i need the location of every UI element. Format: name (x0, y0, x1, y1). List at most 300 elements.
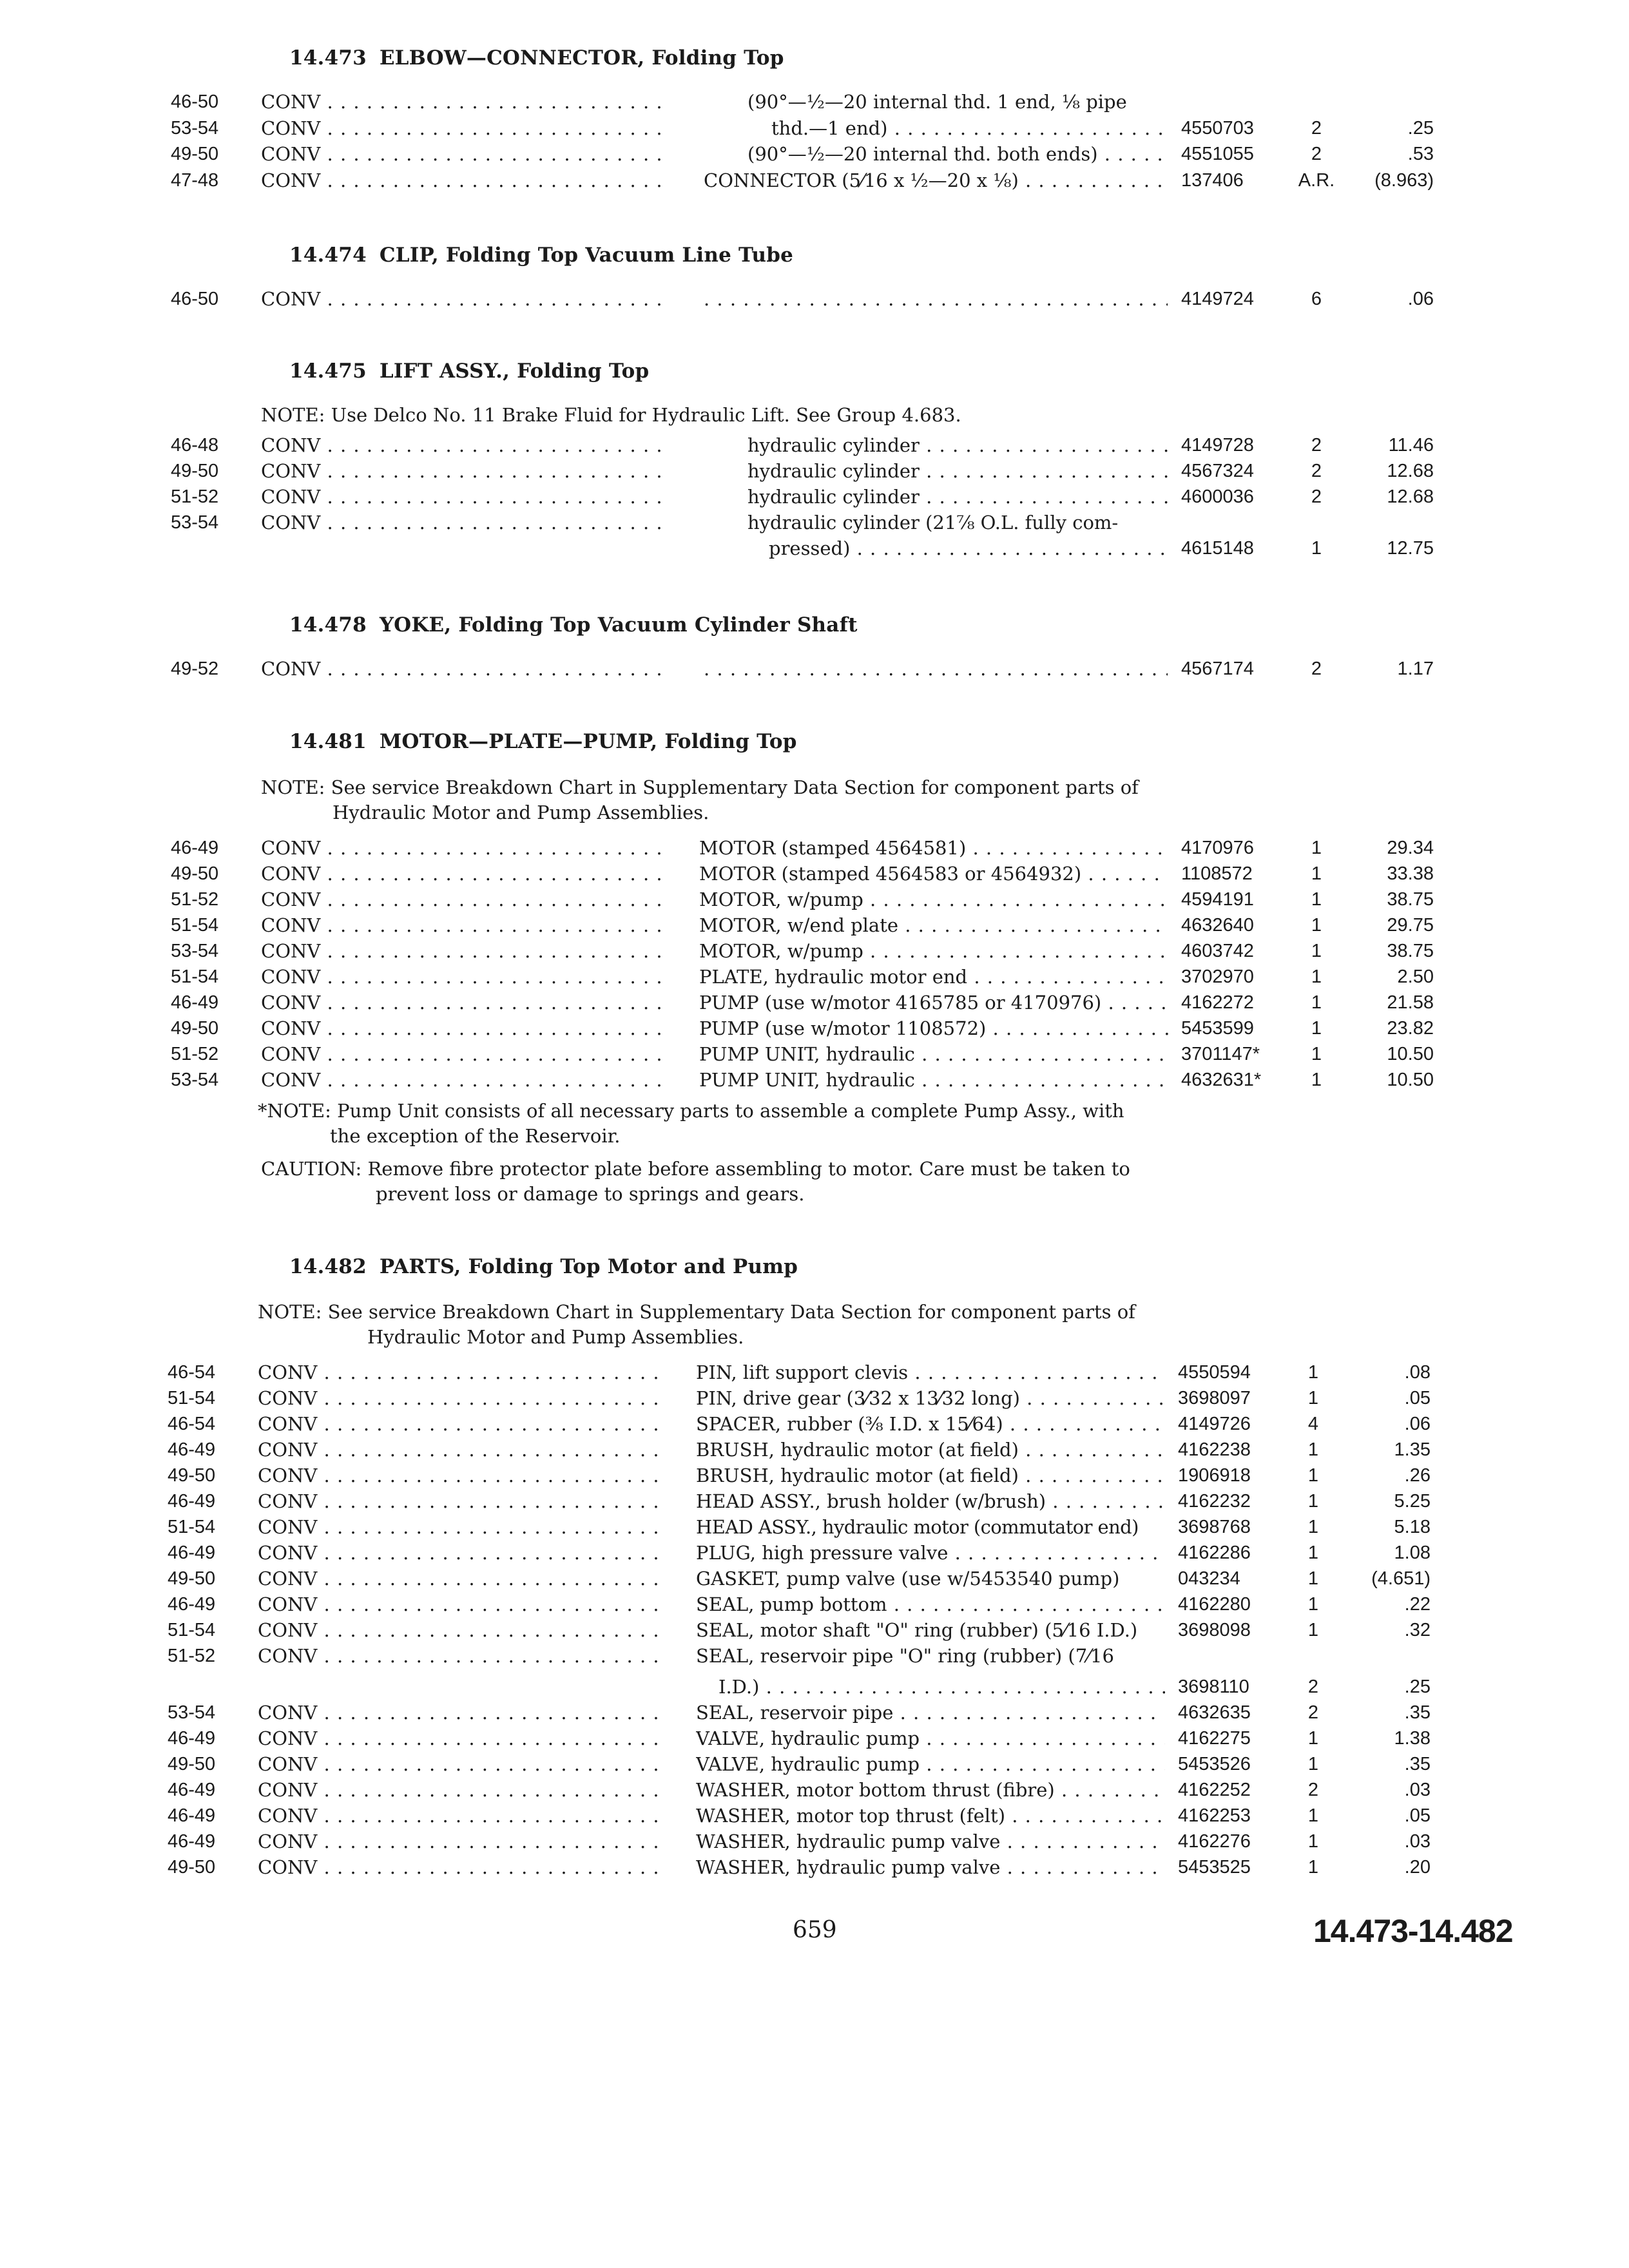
model-cell: CONV . . . (258, 1387, 668, 1410)
quantity-cell: 1 (1307, 1362, 1319, 1383)
table-row (0, 485, 1629, 511)
table-row (0, 90, 1629, 116)
quantity-cell: 1 (1307, 1620, 1319, 1640)
quantity-cell: 1 (1307, 1857, 1319, 1878)
years-cell: 49-50 (171, 461, 219, 481)
page-number: 659 (793, 1917, 837, 1943)
note-line: Hydraulic Motor and Pump Assemblies. (367, 1326, 744, 1348)
section-heading: YOKE, Folding Top Vacuum Cylinder Shaft (379, 613, 858, 637)
part-number-cell: 4162252 (1178, 1780, 1251, 1800)
model-cell: CONV . . . (258, 1567, 668, 1590)
table-row (0, 1043, 1629, 1068)
section-title-14-475 (289, 360, 649, 383)
model-cell: CONV . . . (258, 1804, 668, 1827)
part-number-cell: 4162280 (1178, 1594, 1251, 1615)
price-cell: .06 (1407, 289, 1434, 309)
table-row (0, 1464, 1626, 1490)
model-cell: CONV . . . (258, 1830, 668, 1853)
description-cell: hydraulic cylinder . . . (747, 485, 1168, 508)
part-number-cell: 5453526 (1178, 1754, 1251, 1774)
part-number-cell: 3698098 (1178, 1620, 1251, 1640)
table-row (0, 939, 1629, 965)
years-cell: 46-50 (171, 91, 219, 112)
years-cell: 53-54 (171, 941, 219, 961)
table-row (0, 1541, 1626, 1567)
quantity-cell: 1 (1311, 1018, 1322, 1039)
years-cell: 46-49 (168, 1831, 216, 1852)
part-number-cell: 4149724 (1181, 289, 1254, 309)
price-cell: 10.50 (1387, 1044, 1434, 1064)
table-row (0, 1387, 1626, 1412)
years-cell: 53-54 (171, 512, 219, 533)
section-number: 14.474 (289, 244, 367, 267)
table-row (0, 657, 1629, 683)
years-cell: 51-52 (171, 889, 219, 910)
section-note: NOTE: Use Delco No. 11 Brake Fluid for Hydraulic Lift. See Group 4.683. (261, 404, 961, 426)
part-number-cell: 3698768 (1178, 1517, 1251, 1537)
quantity-cell: 1 (1311, 1044, 1322, 1064)
model-cell: CONV . . . (258, 1438, 668, 1461)
price-cell: 1.38 (1394, 1728, 1431, 1749)
description-cell: BRUSH, hydraulic motor (at field) . . . (696, 1464, 1165, 1487)
description-cell: hydraulic cylinder (21⅞ O.L. fully com- (747, 512, 1119, 533)
price-cell: 10.50 (1387, 1070, 1434, 1090)
quantity-cell: 2 (1311, 118, 1322, 139)
model-cell: CONV . . . (261, 862, 671, 885)
description-cell: thd.—1 end) . . . (771, 117, 1168, 140)
table-row (0, 965, 1629, 991)
years-cell: 49-50 (168, 1754, 216, 1774)
table-row (0, 142, 1629, 168)
table-row (0, 1412, 1626, 1438)
quantity-cell: 1 (1307, 1517, 1319, 1537)
description-cell: CONNECTOR (5⁄16 x ½—20 x ⅛) . . . (704, 169, 1168, 192)
model-cell: CONV . . . (261, 117, 671, 140)
price-cell: 38.75 (1387, 941, 1434, 961)
table-row (0, 1490, 1626, 1515)
price-cell: .20 (1404, 1857, 1431, 1878)
table-row (0, 459, 1629, 485)
description-cell: PIN, lift support clevis . . . (696, 1361, 1165, 1384)
price-cell: .25 (1407, 118, 1434, 139)
table-row (0, 1753, 1626, 1778)
description-cell: (90°—½—20 internal thd. both ends) . . . (747, 142, 1168, 166)
years-cell: 46-48 (171, 435, 219, 456)
part-number-cell: 1108572 (1181, 863, 1253, 884)
price-cell: .08 (1404, 1362, 1431, 1383)
quantity-cell: 1 (1307, 1728, 1319, 1749)
quantity-cell: A.R. (1298, 170, 1335, 191)
part-number-cell: 4550703 (1181, 118, 1254, 139)
table-row (0, 1856, 1626, 1881)
section-heading: CLIP, Folding Top Vacuum Line Tube (379, 244, 794, 267)
quantity-cell: 2 (1311, 144, 1322, 164)
part-number-cell: 4162286 (1178, 1542, 1251, 1563)
description-cell: WASHER, hydraulic pump valve . . . (696, 1830, 1165, 1853)
description-cell: hydraulic cylinder . . . (747, 434, 1168, 457)
table-row (0, 1644, 1626, 1670)
quantity-cell: 2 (1311, 486, 1322, 507)
quantity-cell: 1 (1311, 966, 1322, 987)
quantity-cell: 1 (1307, 1542, 1319, 1563)
years-cell: 51-52 (171, 1044, 219, 1064)
table-row (0, 1830, 1626, 1856)
model-cell: CONV . . . (261, 169, 671, 192)
years-cell: 46-49 (168, 1594, 216, 1615)
caution-line: prevent loss or damage to springs and gears. (376, 1183, 805, 1205)
part-number-cell: 4551055 (1181, 144, 1254, 164)
quantity-cell: 2 (1307, 1780, 1319, 1800)
years-cell: 49-50 (168, 1568, 216, 1589)
price-cell: .35 (1404, 1754, 1431, 1774)
note-line: NOTE: See service Breakdown Chart in Supplementary Data Section for component parts of (258, 1301, 1135, 1323)
quantity-cell: 1 (1311, 863, 1322, 884)
price-cell: .35 (1404, 1702, 1431, 1723)
table-row (0, 1068, 1629, 1094)
model-cell: CONV . . . (261, 459, 671, 483)
model-cell: CONV . . . (261, 1043, 671, 1066)
quantity-cell: 1 (1307, 1491, 1319, 1512)
price-cell: .05 (1404, 1805, 1431, 1826)
quantity-cell: 1 (1311, 538, 1322, 559)
model-cell: CONV . . . (258, 1464, 668, 1487)
years-cell: 46-49 (171, 992, 219, 1013)
years-cell: 51-52 (171, 486, 219, 507)
model-cell: CONV . . . (258, 1778, 668, 1802)
part-number-cell: 4615148 (1181, 538, 1254, 559)
price-cell: 12.68 (1387, 486, 1434, 507)
quantity-cell: 1 (1311, 992, 1322, 1013)
model-cell: CONV . . . (261, 939, 671, 963)
section-number: 14.475 (289, 360, 367, 383)
model-cell: CONV . . . (258, 1701, 668, 1724)
model-cell: CONV . . . (258, 1515, 668, 1539)
footnote-line: the exception of the Reservoir. (330, 1125, 621, 1147)
price-cell: .26 (1404, 1465, 1431, 1486)
model-cell: CONV . . . (261, 991, 671, 1014)
table-row (0, 1778, 1626, 1804)
caution-note (261, 1157, 1176, 1207)
quantity-cell: 1 (1311, 889, 1322, 910)
model-cell: CONV . . . (261, 90, 671, 113)
price-cell: 1.08 (1394, 1542, 1431, 1563)
section-title-14-481 (289, 730, 797, 753)
description-cell: PLATE, hydraulic motor end . . . (699, 965, 1168, 988)
years-cell: 46-49 (168, 1542, 216, 1563)
table-row (0, 511, 1629, 537)
model-cell: CONV . . . (261, 888, 671, 911)
price-cell: 2.50 (1397, 966, 1434, 987)
section-heading: PARTS, Folding Top Motor and Pump (379, 1255, 798, 1278)
footnote (258, 1099, 1173, 1149)
part-number-cell: 4550594 (1178, 1362, 1251, 1383)
model-cell: CONV . . . (258, 1541, 668, 1564)
description-cell: SPACER, rubber (⅜ I.D. x 15⁄64) . . . (696, 1412, 1165, 1436)
quantity-cell: 1 (1311, 1070, 1322, 1090)
section-note (258, 1300, 1173, 1350)
model-cell: CONV . . . (258, 1619, 668, 1642)
price-cell: .05 (1404, 1388, 1431, 1408)
section-heading: LIFT ASSY., Folding Top (379, 360, 650, 383)
model-cell: CONV . . . (258, 1412, 668, 1436)
model-cell: CONV . . . (261, 1017, 671, 1040)
description-cell: WASHER, motor bottom thrust (fibre) . . . (696, 1778, 1165, 1802)
price-cell: 21.58 (1387, 992, 1434, 1013)
description-cell: PUMP UNIT, hydraulic . . . (699, 1043, 1168, 1066)
section-note (261, 775, 1176, 825)
part-number-cell: 4162232 (1178, 1491, 1251, 1512)
description-cell: PLUG, high pressure valve . . . (696, 1541, 1165, 1564)
part-number-cell: 4600036 (1181, 486, 1254, 507)
years-cell: 49-50 (168, 1857, 216, 1878)
part-number-cell: 4149726 (1178, 1414, 1251, 1434)
table-row (0, 1701, 1626, 1727)
part-number-cell: 3702970 (1181, 966, 1254, 987)
years-cell: 49-50 (171, 863, 219, 884)
years-cell: 46-49 (168, 1491, 216, 1512)
part-number-cell: 043234 (1178, 1568, 1240, 1589)
section-heading: ELBOW—CONNECTOR, Folding Top (379, 46, 784, 70)
quantity-cell: 2 (1307, 1702, 1319, 1723)
description-cell: GASKET, pump valve (use w/5453540 pump) (696, 1568, 1120, 1590)
model-cell: CONV . . . (258, 1361, 668, 1384)
part-number-cell: 4162276 (1178, 1831, 1251, 1852)
model-cell: CONV . . . (261, 434, 671, 457)
table-row (0, 434, 1629, 459)
price-cell: 29.75 (1387, 915, 1434, 936)
price-cell: .25 (1404, 1677, 1431, 1697)
price-cell: .32 (1404, 1620, 1431, 1640)
years-cell: 46-49 (168, 1439, 216, 1460)
part-number-cell: 4632635 (1178, 1702, 1251, 1723)
part-number-cell: 3698110 (1178, 1677, 1249, 1697)
description-cell: MOTOR, w/pump . . . (699, 888, 1168, 911)
table-row (0, 1438, 1626, 1464)
years-cell: 46-54 (168, 1362, 216, 1383)
description-cell: PUMP (use w/motor 1108572) . . . (699, 1017, 1168, 1040)
years-cell: 46-49 (168, 1780, 216, 1800)
years-cell: 46-49 (171, 838, 219, 858)
price-cell: 1.17 (1397, 658, 1434, 679)
years-cell: 46-54 (168, 1414, 216, 1434)
table-row (0, 287, 1629, 313)
price-cell: 5.18 (1394, 1517, 1431, 1537)
price-cell: .03 (1404, 1780, 1431, 1800)
model-cell: CONV . . . (261, 485, 671, 508)
model-cell: CONV . . . (261, 836, 671, 860)
part-number-cell: 4632640 (1181, 915, 1254, 936)
table-row (0, 862, 1629, 888)
table-row (0, 1804, 1626, 1830)
table-row (0, 836, 1629, 862)
price-cell: (8.963) (1374, 170, 1434, 191)
quantity-cell: 6 (1311, 289, 1322, 309)
table-row (0, 1675, 1626, 1701)
table-row (0, 1017, 1629, 1043)
price-cell: 11.46 (1388, 435, 1434, 456)
quantity-cell: 1 (1307, 1594, 1319, 1615)
model-cell: CONV . . . (258, 1727, 668, 1750)
quantity-cell: 1 (1311, 838, 1322, 858)
footnote-line: *NOTE: Pump Unit consists of all necessary parts to assemble a complete Pump Assy., with (258, 1100, 1124, 1122)
quantity-cell: 2 (1307, 1677, 1319, 1697)
quantity-cell: 1 (1307, 1805, 1319, 1826)
years-cell: 53-54 (168, 1702, 216, 1723)
model-cell: CONV . . . (261, 657, 671, 680)
model-cell: CONV . . . (261, 965, 671, 988)
price-cell: 38.75 (1387, 889, 1434, 910)
description-cell: PUMP UNIT, hydraulic . . . (699, 1068, 1168, 1091)
part-number-cell: 4603742 (1181, 941, 1254, 961)
model-cell: CONV . . . (261, 914, 671, 937)
table-row (0, 1567, 1626, 1593)
years-cell: 46-49 (168, 1728, 216, 1749)
price-cell: 12.68 (1387, 461, 1434, 481)
note-line: Hydraulic Motor and Pump Assemblies. (333, 802, 709, 823)
model-cell: CONV . . . (258, 1593, 668, 1616)
model-cell: CONV . . . (258, 1753, 668, 1776)
section-number: 14.481 (289, 730, 367, 753)
table-row (0, 1619, 1626, 1644)
price-cell: 23.82 (1387, 1018, 1434, 1039)
model-cell: CONV . . . (258, 1856, 668, 1879)
description-cell: SEAL, motor shaft "O" ring (rubber) (5⁄16 I.D.) (696, 1619, 1138, 1641)
part-number-cell: 4594191 (1181, 889, 1254, 910)
part-number-cell: 4567174 (1181, 658, 1254, 679)
table-row (0, 991, 1629, 1017)
part-number-cell: 3701147* (1181, 1044, 1260, 1064)
description-cell: SEAL, pump bottom . . . (696, 1593, 1165, 1616)
description-cell: PIN, drive gear (3⁄32 x 13⁄32 long) . . . (696, 1387, 1165, 1410)
quantity-cell: 1 (1307, 1831, 1319, 1852)
part-number-cell: 4162238 (1178, 1439, 1251, 1460)
price-cell: .06 (1404, 1414, 1431, 1434)
quantity-cell: 2 (1311, 435, 1322, 456)
years-cell: 51-54 (168, 1620, 216, 1640)
description-cell: pressed) . . . (769, 537, 1168, 560)
price-cell: .03 (1404, 1831, 1431, 1852)
part-number-cell: 137406 (1181, 170, 1244, 191)
years-cell: 49-50 (171, 144, 219, 164)
years-cell: 46-50 (171, 289, 219, 309)
table-row (0, 888, 1629, 914)
section-number: 14.482 (289, 1255, 367, 1278)
years-cell: 47-48 (171, 170, 219, 191)
description-cell: I.D.) . . . (718, 1675, 1165, 1698)
description-cell: MOTOR, w/end plate . . . (699, 914, 1168, 937)
description-cell: VALVE, hydraulic pump . . . (696, 1727, 1165, 1750)
section-number: 14.473 (289, 46, 367, 70)
quantity-cell: 1 (1307, 1465, 1319, 1486)
quantity-cell: 1 (1311, 941, 1322, 961)
section-heading: MOTOR—PLATE—PUMP, Folding Top (379, 730, 797, 753)
years-cell: 53-54 (171, 1070, 219, 1090)
description-cell: VALVE, hydraulic pump . . . (696, 1753, 1165, 1776)
quantity-cell: 2 (1311, 461, 1322, 481)
quantity-cell: 1 (1307, 1388, 1319, 1408)
part-number-cell: 4162253 (1178, 1805, 1251, 1826)
years-cell: 49-50 (171, 1018, 219, 1039)
quantity-cell: 1 (1307, 1754, 1319, 1774)
description-cell: WASHER, hydraulic pump valve . . . (696, 1856, 1165, 1879)
part-number-cell: 4632631* (1181, 1070, 1262, 1090)
quantity-cell: 1 (1311, 915, 1322, 936)
description-cell: MOTOR (stamped 4564583 or 4564932) . . . (699, 862, 1168, 885)
part-number-cell: 5453599 (1181, 1018, 1254, 1039)
description-cell: MOTOR (stamped 4564581) . . . (699, 836, 1168, 860)
section-title-14-478 (289, 613, 858, 637)
table-row (0, 117, 1629, 142)
price-cell: 5.25 (1394, 1491, 1431, 1512)
description-cell (704, 657, 1168, 680)
price-cell: .22 (1404, 1594, 1431, 1615)
price-cell: 29.34 (1387, 838, 1434, 858)
model-cell: CONV . . . (261, 287, 671, 311)
model-cell: CONV . . . (261, 1068, 671, 1091)
description-cell: HEAD ASSY., hydraulic motor (commutator end) (696, 1516, 1139, 1538)
part-number-cell: 4162275 (1178, 1728, 1251, 1749)
table-row (0, 169, 1629, 195)
part-number-cell: 4162272 (1181, 992, 1254, 1013)
description-cell (704, 287, 1168, 311)
description-cell: SEAL, reservoir pipe "O" ring (rubber) (7⁄16 (696, 1645, 1114, 1667)
description-cell: HEAD ASSY., brush holder (w/brush) . . . (696, 1490, 1165, 1513)
part-number-cell: 5453525 (1178, 1857, 1251, 1878)
years-cell: 51-52 (168, 1646, 216, 1666)
quantity-cell: 4 (1307, 1414, 1319, 1434)
table-row (0, 1727, 1626, 1753)
description-cell: BRUSH, hydraulic motor (at field) . . . (696, 1438, 1165, 1461)
price-cell: (4.651) (1371, 1568, 1431, 1589)
description-cell: PUMP (use w/motor 4165785 or 4170976) . . . (699, 991, 1168, 1014)
part-number-cell: 4149728 (1181, 435, 1254, 456)
section-number: 14.478 (289, 613, 367, 637)
quantity-cell: 1 (1307, 1568, 1319, 1589)
part-number-cell: 3698097 (1178, 1388, 1251, 1408)
section-title-14-482 (289, 1255, 798, 1278)
quantity-cell: 1 (1307, 1439, 1319, 1460)
description-cell: (90°—½—20 internal thd. 1 end, ⅛ pipe (747, 91, 1127, 113)
table-row (0, 537, 1629, 562)
price-cell: 1.35 (1394, 1439, 1431, 1460)
model-cell: CONV . . . (258, 1644, 668, 1667)
description-cell: hydraulic cylinder . . . (747, 459, 1168, 483)
part-number-cell: 4567324 (1181, 461, 1254, 481)
years-cell: 51-54 (168, 1388, 216, 1408)
price-cell: 12.75 (1387, 538, 1434, 559)
years-cell: 53-54 (171, 118, 219, 139)
caution-line: CAUTION: Remove fibre protector plate before assembling to motor. Care must be taken to (261, 1158, 1130, 1180)
quantity-cell: 2 (1311, 658, 1322, 679)
model-cell: CONV . . . (258, 1490, 668, 1513)
years-cell: 51-54 (171, 966, 219, 987)
description-cell: MOTOR, w/pump . . . (699, 939, 1168, 963)
note-line: NOTE: See service Breakdown Chart in Supplementary Data Section for component parts of (261, 776, 1139, 798)
section-title-14-473 (289, 46, 784, 70)
description-cell: WASHER, motor top thrust (felt) . . . (696, 1804, 1165, 1827)
price-cell: .53 (1407, 144, 1434, 164)
model-cell: CONV . . . (261, 142, 671, 166)
section-title-14-474 (289, 244, 793, 267)
part-number-cell: 4170976 (1181, 838, 1254, 858)
table-row (0, 1361, 1626, 1387)
years-cell: 51-54 (168, 1517, 216, 1537)
years-cell: 49-52 (171, 658, 219, 679)
table-row (0, 1515, 1626, 1541)
table-row (0, 914, 1629, 939)
part-number-cell: 1906918 (1178, 1465, 1251, 1486)
description-cell: SEAL, reservoir pipe . . . (696, 1701, 1165, 1724)
